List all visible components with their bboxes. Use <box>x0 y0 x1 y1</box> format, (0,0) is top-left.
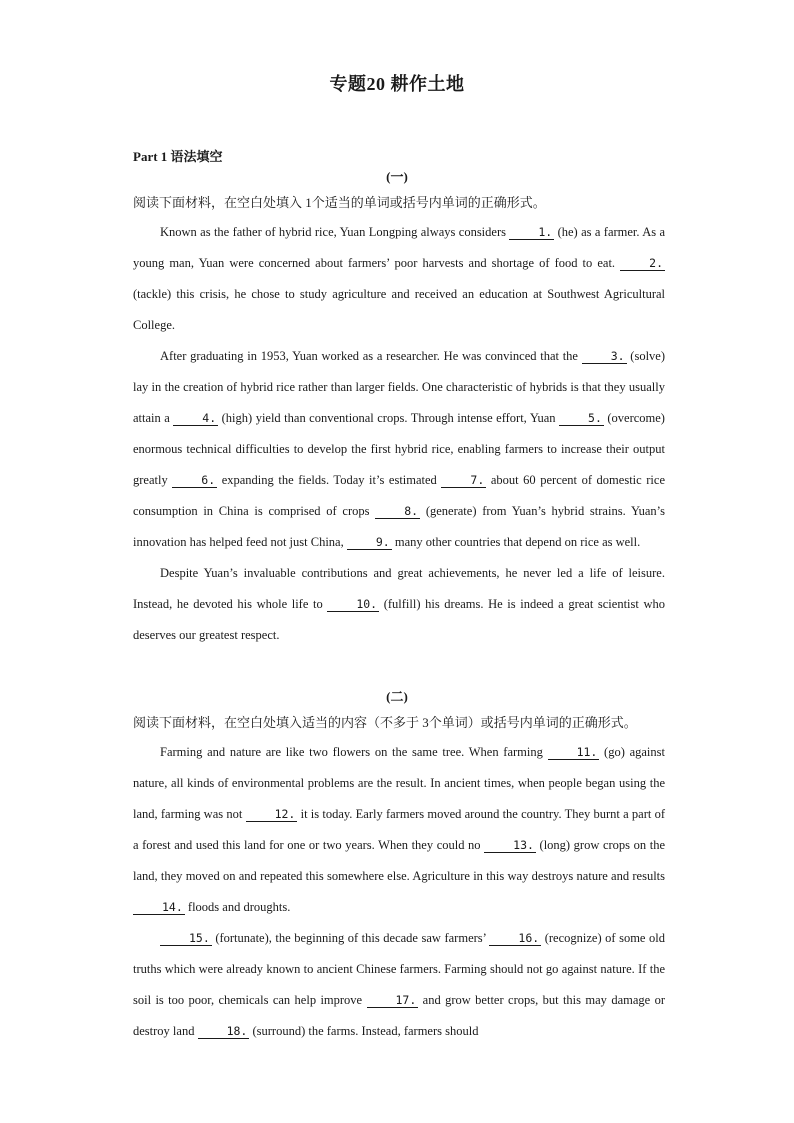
answer-blank[interactable]: 17. <box>367 993 419 1008</box>
part-heading: Part 1 语法填空 <box>133 149 223 164</box>
section-2-passage <box>133 737 665 1047</box>
answer-blank[interactable]: 16. <box>489 931 541 946</box>
paragraph <box>133 558 665 651</box>
text-run: (overcome) enormous technical difficulties to develop the first hybrid rice, enabling farmers to increase their output greatly <box>133 411 665 487</box>
text-run: (high) yield than conventional crops. Through intense effort, Yuan <box>218 411 560 425</box>
text-run: (recognize) of some old truths which were already known to ancient Chinese farmers. Farming should not go against nature. If the soil is too poor, chemicals can help improve <box>133 931 665 1007</box>
text-run: (go) against nature, all kinds of environmental problems are the result. In ancient times, when people began using the land, farming was not <box>133 745 665 821</box>
answer-blank[interactable]: 2. <box>620 256 665 271</box>
text-run: Known as the father of hybrid rice, Yuan Longping always considers <box>160 225 510 239</box>
section-1-passage <box>133 217 665 651</box>
text-run: (long) grow crops on the land, they moved on and repeated this somewhere else. Agriculture in this way destroys nature and results <box>133 838 665 883</box>
answer-blank[interactable]: 5. <box>559 411 604 426</box>
text-run: Despite Yuan’s invaluable contributions and great achievements, he never led a life of leisure. Instead, he devoted his whole life to <box>133 566 665 611</box>
answer-blank[interactable]: 18. <box>198 1024 250 1039</box>
answer-blank[interactable]: 10. <box>327 597 379 612</box>
text-run: it is today. Early farmers moved around the country. They burnt a part of a forest and used this land for one or two years. When they could no <box>133 807 665 852</box>
section-2-instruction: 阅读下面材料，在空白处填入适当的内容（不多于 3个单词）或括号内单词的正确形式。 <box>133 715 637 730</box>
paragraph <box>133 341 665 558</box>
section-2-heading: (二) <box>386 689 408 704</box>
answer-blank[interactable]: 1. <box>509 225 554 240</box>
text-run: floods and droughts. <box>184 900 291 914</box>
text-run: After graduating in 1953, Yuan worked as a researcher. He was convinced that the <box>160 349 582 363</box>
answer-blank[interactable]: 8. <box>375 504 420 519</box>
answer-blank[interactable]: 11. <box>548 745 600 760</box>
paragraph <box>133 737 665 923</box>
text-run: (solve) lay in the creation of hybrid rice rather than larger fields. One characteristic of hybrids is that they usually attain a <box>133 349 665 425</box>
text-run: expanding the fields. Today it’s estimated <box>217 473 442 487</box>
answer-blank[interactable]: 14. <box>133 900 185 915</box>
answer-blank[interactable]: 6. <box>172 473 217 488</box>
text-run: and grow better crops, but this may damage or destroy land <box>133 993 665 1038</box>
text-run: (generate) from Yuan’s hybrid strains. Yuan’s innovation has helped feed not just China, <box>133 504 665 549</box>
text-run: many other countries that depend on rice as well. <box>391 535 641 549</box>
section-1-heading: (一) <box>386 169 408 184</box>
answer-blank[interactable]: 4. <box>173 411 218 426</box>
answer-blank[interactable]: 15. <box>160 931 212 946</box>
answer-blank[interactable]: 7. <box>441 473 486 488</box>
text-run: Farming and nature are like two flowers on the same tree. When farming <box>160 745 548 759</box>
document-title: 专题20 耕作土地 <box>329 74 465 94</box>
answer-blank[interactable]: 3. <box>582 349 627 364</box>
text-run: (he) as a farmer. As a young man, Yuan were concerned about farmers’ poor harvests and shortage of food to eat. <box>133 225 666 270</box>
answer-blank[interactable]: 9. <box>347 535 392 550</box>
text-run: about 60 percent of domestic rice consumption in China is comprised of crops <box>133 473 665 518</box>
paragraph <box>133 217 665 341</box>
paragraph <box>133 923 665 1047</box>
text-run: (tackle) this crisis, he chose to study agriculture and received an education at Southwest Agricultural College. <box>133 287 665 332</box>
section-1-instruction: 阅读下面材料，在空白处填入 1个适当的单词或括号内单词的正确形式。 <box>133 195 546 210</box>
text-run: (fortunate), the beginning of this decade saw farmers’ <box>211 931 490 945</box>
text-run: (surround) the farms. Instead, farmers should <box>249 1024 479 1038</box>
answer-blank[interactable]: 13. <box>484 838 536 853</box>
answer-blank[interactable]: 12. <box>246 807 298 822</box>
text-run: (fulfill) his dreams. He is indeed a great scientist who deserves our greatest respect. <box>133 597 665 642</box>
